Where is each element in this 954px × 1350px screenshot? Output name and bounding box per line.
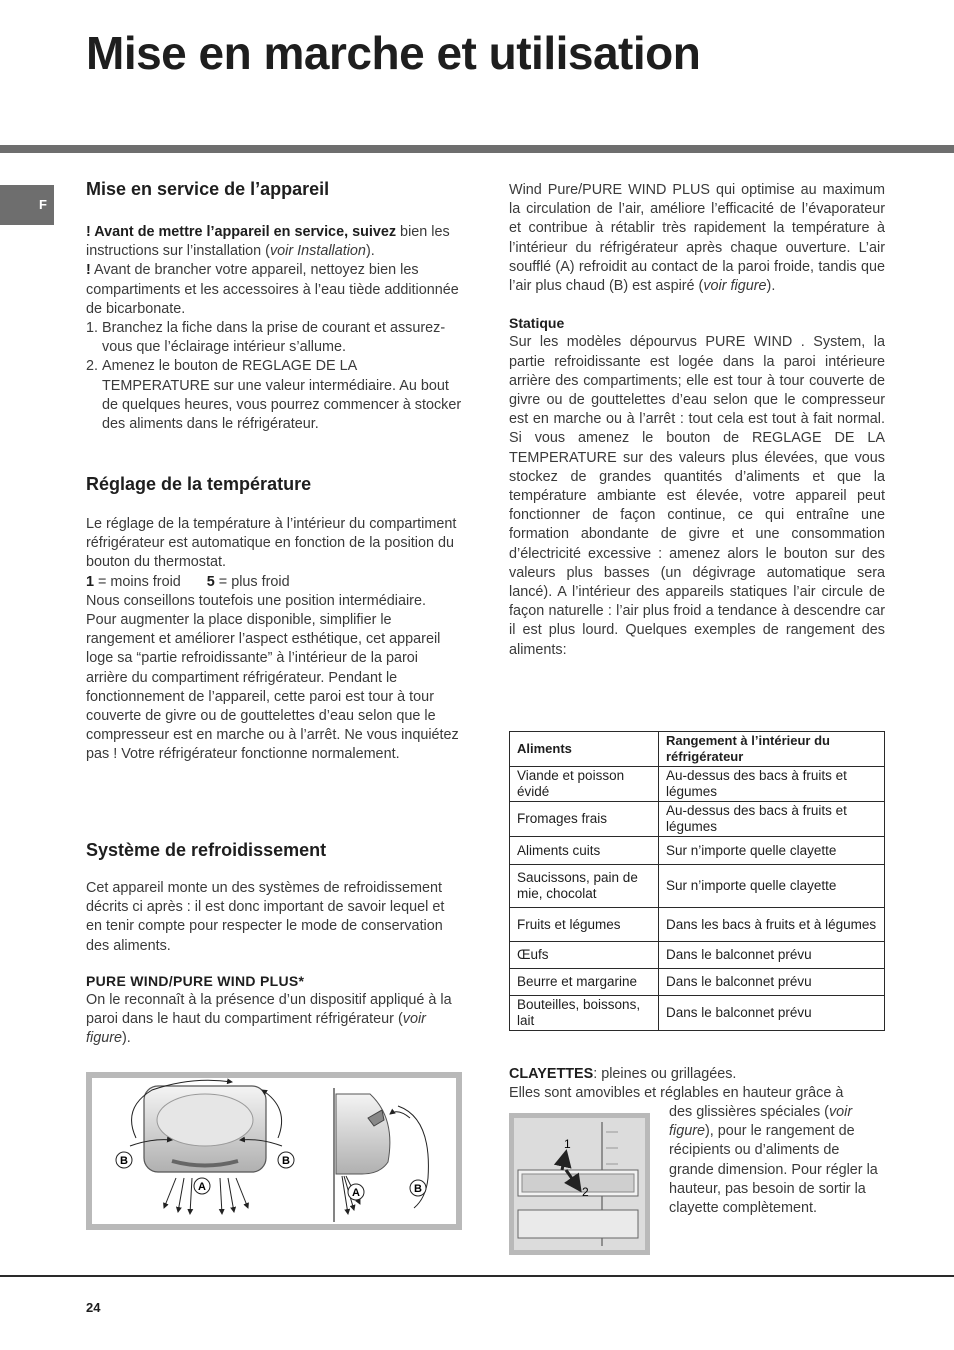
thermostat-scale: 1 = moins froid 5 = plus froid bbox=[86, 573, 290, 590]
table-cell: Dans les bacs à fruits et à légumes bbox=[659, 908, 885, 942]
table-cell: Œufs bbox=[510, 942, 659, 969]
table-cell: Dans le balconnet prévu bbox=[659, 942, 885, 969]
table-row bbox=[510, 837, 885, 865]
table-row bbox=[510, 767, 885, 802]
table-header-cell: Aliments bbox=[510, 732, 659, 767]
body-text: Nous conseillons toutefois une position intermédiaire. bbox=[86, 592, 426, 609]
figure-label-a: A bbox=[352, 1187, 360, 1199]
right-column-text bbox=[509, 181, 885, 660]
airflow-arrow bbox=[220, 1178, 222, 1214]
body-text: Elles sont amovibles et réglables en hauteur grâce à bbox=[509, 1085, 844, 1102]
body-text: Le réglage de la température à l’intérieur du compartiment réfrigérateur est automatique en fonction de la position du bouton du thermostat. bbox=[86, 516, 457, 571]
list-item: 1. Branchez la fiche dans la prise de courant et assurez-vous que l’éclairage intérieur s’allume. bbox=[86, 320, 446, 356]
table-cell: Viande et poisson évidé bbox=[510, 767, 659, 802]
subheading: PURE WIND/PURE WIND PLUS* bbox=[86, 972, 305, 989]
body-text: On le reconnaît à la présence d’un dispositif appliqué à la paroi dans le haut du compartiment réfrigérateur (voir figure). bbox=[86, 992, 452, 1047]
page-title: Mise en marche et utilisation bbox=[86, 27, 701, 79]
airflow-arrow bbox=[228, 1178, 234, 1212]
table-cell: Beurre et margarine bbox=[510, 969, 659, 996]
table-cell: Dans le balconnet prévu bbox=[659, 996, 885, 1031]
airflow-arrow bbox=[342, 1176, 348, 1214]
figure-label-b: B bbox=[414, 1183, 422, 1195]
fan-grille bbox=[157, 1094, 253, 1146]
table-cell: Saucissons, pain de mie, chocolat bbox=[510, 865, 659, 908]
food-storage-table bbox=[509, 731, 885, 1031]
body-text: Sur les modèles dépourvus PURE WIND . System, la partie refroidissante est logée dans la paroi intérieure arrière des compartiments; elle est tour à tour couverte de givre ou de gouttelettes d’eau selon que le compresseur est en marche ou à l’arrêt : tout cela est tout à fait normal. Si vous amenez le bouton de REGLAGE DE LA TEMPERATURE sur des valeurs plus élevées, que vous stockez de grandes quantités d’aliments et que la température ambiante est élevée, votre appareil peut fonctionner de façon continue, ce qui entraîne une formation abondante de givre et une consommation d’électricité excessive : amenez alors le bouton sur des valeurs plus basses (un dégivrage automatique sera lancé). A l’intérieur des appareils statiques l’air circule de façon naturelle : l’air plus froid a tendance à descendre car il est plus lourd. Quelques exemples de rangement des aliments: bbox=[509, 334, 885, 658]
table-header-row bbox=[510, 732, 885, 767]
airflow-arrow bbox=[236, 1178, 248, 1208]
body-text: Wind Pure/PURE WIND PLUS qui optimise au maximum la circulation de l’air, améliore l’efficacité de l’évaporateur et contribue à rétablir très rapidement la température à l’intérieur du réfrigérateur après chaque ouverture. L’air soufflé (A) refroidit au contact de la paroi froide, tandis que l’air plus chaud (B) est aspiré (voir figure). bbox=[509, 182, 885, 295]
fan-unit-side bbox=[336, 1094, 390, 1174]
airflow-arrow bbox=[164, 1178, 176, 1208]
table-row bbox=[510, 969, 885, 996]
language-tab-label: F bbox=[39, 197, 47, 212]
pure-wind-figure bbox=[86, 1072, 462, 1230]
language-tab bbox=[0, 185, 54, 225]
shelf-figure bbox=[509, 1113, 650, 1255]
body-text: des glissières spéciales (voir figure), pour le rangement de récipients ou d’aliments de grande dimension. Pour régler la hauteur, pas besoin de sortir la clayette complètement. bbox=[669, 1104, 878, 1217]
shelf-step-2: 2 bbox=[582, 1185, 589, 1199]
clayettes-wrap-text bbox=[669, 1103, 885, 1218]
shelf-step-1: 1 bbox=[564, 1137, 571, 1151]
page-number: 24 bbox=[86, 1300, 101, 1315]
lower-shelf bbox=[518, 1210, 638, 1238]
warning-paragraph: ! Avant de mettre l’appareil en service, suivez bien les instructions sur l’installation (voir Installation). bbox=[86, 224, 450, 260]
table-cell: Sur n’importe quelle clayette bbox=[659, 837, 885, 865]
section-heading: Système de refroidissement bbox=[86, 840, 327, 860]
clayettes-intro bbox=[509, 1065, 885, 1103]
steps-list bbox=[86, 319, 462, 434]
figure-label-b: B bbox=[120, 1155, 128, 1167]
body-text: CLAYETTES: pleines ou grillagées. bbox=[509, 1066, 737, 1082]
table-row bbox=[510, 942, 885, 969]
table-cell: Au-dessus des bacs à fruits et légumes bbox=[659, 802, 885, 837]
airflow-illustration bbox=[92, 1078, 456, 1224]
table-header-cell: Rangement à l’intérieur du réfrigérateur bbox=[659, 732, 885, 767]
title-divider bbox=[0, 145, 954, 153]
table-cell: Aliments cuits bbox=[510, 837, 659, 865]
figure-label-a: A bbox=[198, 1181, 206, 1193]
section-heading: Mise en service de l’appareil bbox=[86, 179, 330, 199]
table-cell: Fromages frais bbox=[510, 802, 659, 837]
table-cell: Sur n’importe quelle clayette bbox=[659, 865, 885, 908]
body-text: Cet appareil monte un des systèmes de refroidissement décrits ci après : il est donc important de savoir lequel et en tenir compte pour respecter le mode de conservation des aliments. bbox=[86, 880, 445, 954]
table-row bbox=[510, 996, 885, 1031]
table-row bbox=[510, 865, 885, 908]
footer-divider bbox=[0, 1275, 954, 1277]
subheading: Statique bbox=[509, 315, 565, 332]
warning-paragraph: ! Avant de brancher votre appareil, nettoyez bien les compartiments et les accessoires à l’eau tiède additionnée de bicarbonate. bbox=[86, 262, 459, 317]
body-text: Pour augmenter la place disponible, simplifier le rangement et améliorer l’aspect esthétique, cet appareil loge sa “partie refroidissante” à l’intérieur de la paroi arrière du compartiment réfrigérateur. Pendant le fonctionnement de l’appareil, cette paroi est tour à tour couverte de givre ou de gouttelettes d’eau selon que le compresseur est en marche ou à l’arrêt. Ne vous inquiétez pas ! Votre réfrigérateur fonctionne normalement. bbox=[86, 612, 459, 763]
airflow-arrow bbox=[190, 1178, 192, 1214]
airflow-arrow bbox=[178, 1178, 184, 1212]
section-heading: Réglage de la température bbox=[86, 474, 312, 494]
table-row bbox=[510, 908, 885, 942]
list-item: 2. Amenez le bouton de REGLAGE DE LA TEMPERATURE sur une valeur intermédiaire. Au bout de quelques heures, vous pourrez commencer à stocker des aliments dans le réfrigérateur. bbox=[86, 358, 462, 433]
shelf-illustration bbox=[514, 1118, 645, 1250]
table-cell: Au-dessus des bacs à fruits et légumes bbox=[659, 767, 885, 802]
section-mise-en-service bbox=[86, 178, 462, 434]
table-cell: Fruits et légumes bbox=[510, 908, 659, 942]
figure-label-b: B bbox=[282, 1155, 290, 1167]
section-reglage-temperature bbox=[86, 473, 462, 765]
table-row bbox=[510, 802, 885, 837]
table-cell: Bouteilles, boissons, lait bbox=[510, 996, 659, 1031]
airflow-arrow bbox=[390, 1112, 410, 1118]
table-cell: Dans le balconnet prévu bbox=[659, 969, 885, 996]
section-systeme-refroidissement bbox=[86, 839, 462, 1049]
